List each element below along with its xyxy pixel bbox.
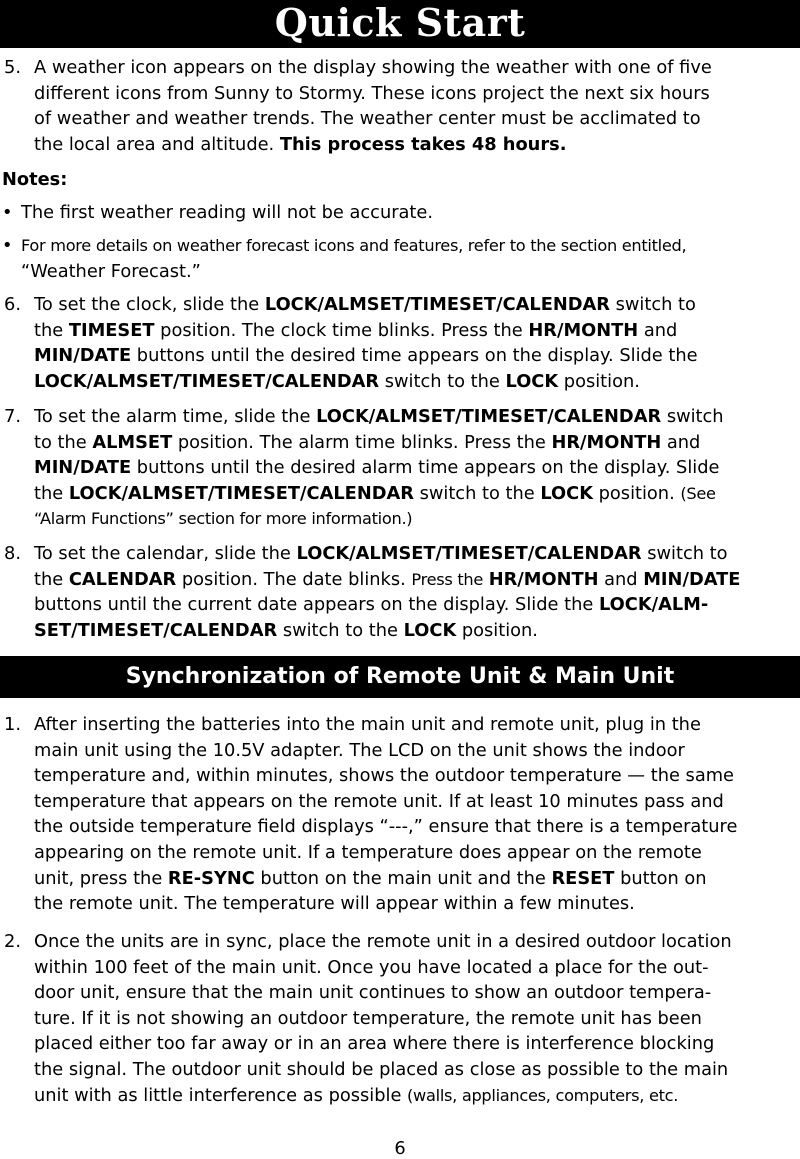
step-text: To set the alarm time, slide the LOCK/ALMSET/TIMESET/CALENDAR switch to the ALMSET position. The alarm time blinks. Press the HR/MONTH and MIN/DATE buttons until the desired alarm time appears on the display. Slide the LOCK/ALMSET/TIMESET/CALENDAR switch to the LOCK position. (See “Alarm Functions” section for more information.)	[34, 406, 724, 529]
step-number: 8.	[4, 543, 21, 564]
page-number: 6	[394, 1138, 406, 1159]
step-text: Once the units are in sync, place the remote unit in a desired outdoor location within 100 feet of the main unit. Once you have located a place for the out- door unit, ensure that the main unit continues to show an outdoor tempera- ture. If it is not showing an outdoor temperature, the remote unit has been placed either too far away or in an area where there is interference blocking the signal. The outdoor unit should be placed as close as possible to the main unit with as little interference as possible (walls, appliances, computers, etc.	[34, 931, 732, 1106]
section-banner	[0, 656, 800, 698]
step-number: 2.	[4, 931, 21, 952]
page-title: Quick Start	[274, 0, 526, 45]
title-banner	[0, 0, 800, 48]
notes-heading: Notes:	[2, 169, 68, 190]
step-number: 1.	[4, 714, 21, 735]
step-text: A weather icon appears on the display showing the weather with one of five different icons from Sunny to Stormy. These icons project the next six hours of weather and weather trends. The weather center must be acclimated to the local area and altitude. This process takes 48 hours.	[34, 57, 712, 155]
step-number: 7.	[4, 406, 21, 427]
step-text: To set the clock, slide the LOCK/ALMSET/TIMESET/CALENDAR switch to the TIMESET position. The clock time blinks. Press the HR/MONTH and MIN/DATE buttons until the desired time appears on the display. Slide the LOCK/ALMSET/TIMESET/CALENDAR switch to the LOCK position.	[34, 294, 698, 392]
step-number: 6.	[4, 294, 21, 315]
bullet-icon: •	[2, 202, 13, 223]
step-text: After inserting the batteries into the main unit and remote unit, plug in the main unit using the 10.5V adapter. The LCD on the unit shows the indoor temperature and, within minutes, shows the outdoor temperature — the same temperature that appears on the remote unit. If at least 10 minutes pass and the outside temperature field displays “---,” ensure that there is a temperature appearing on the remote unit. If a temperature does appear on the remote unit, press the RE-SYNC button on the main unit and the RESET button on the remote unit. The temperature will appear within a few minutes.	[34, 714, 738, 915]
step-text: To set the calendar, slide the LOCK/ALMSET/TIMESET/CALENDAR switch to the CALENDAR position. The date blinks. Press the HR/MONTH and MIN/DATE buttons until the current date appears on the display. Slide the LOCK/ALM- SET/TIMESET/CALENDAR switch to the LOCK position.	[34, 543, 741, 641]
step-number: 5.	[4, 57, 21, 78]
bullet-icon: •	[2, 235, 13, 256]
highlight-text: This process takes 48 hours.	[279, 133, 567, 155]
section-title: Synchronization of Remote Unit & Main Unit	[125, 664, 675, 689]
